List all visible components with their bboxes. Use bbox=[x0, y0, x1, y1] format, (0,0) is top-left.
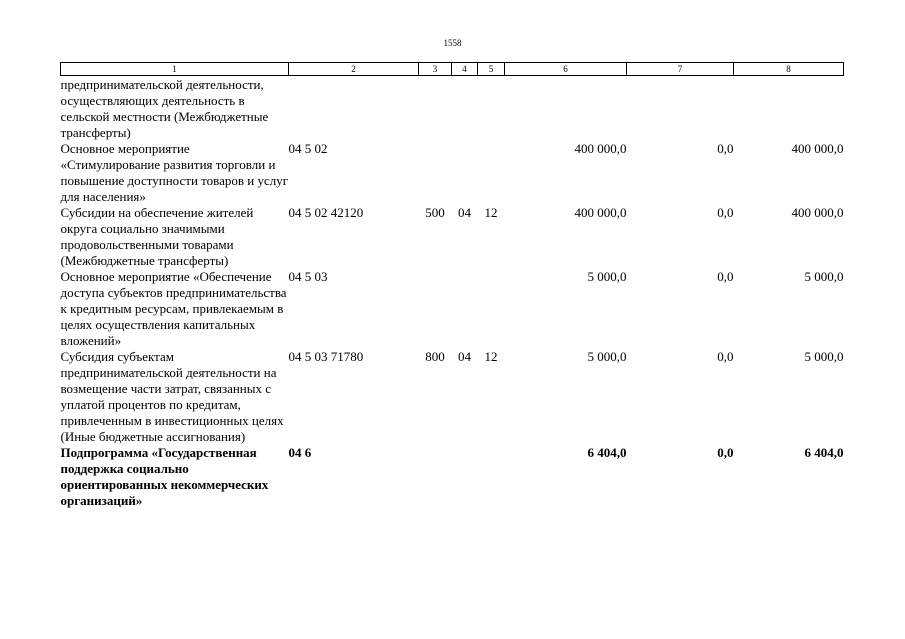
row-c5 bbox=[478, 76, 505, 142]
row-name: Субсидия субъектам предпринимательской деятельности на возмещение части затрат, связанных с уплатой процентов по кредитам, привлеченным в инвестиционных целях (Иные бюджетные ассигнования) bbox=[60, 349, 284, 444]
column-header: 7 bbox=[627, 63, 734, 76]
row-c3 bbox=[419, 76, 452, 142]
column-number-row bbox=[61, 63, 844, 76]
table-row bbox=[61, 269, 844, 349]
table-row bbox=[61, 205, 844, 269]
row-c4 bbox=[452, 76, 478, 142]
column-header: 6 bbox=[505, 63, 627, 76]
row-c4 bbox=[452, 445, 478, 509]
row-c5 bbox=[478, 141, 505, 205]
row-c7: 0,0 bbox=[717, 205, 734, 220]
row-c8: 5 000,0 bbox=[804, 269, 844, 284]
row-c4: 04 bbox=[458, 349, 471, 364]
column-header: 8 bbox=[734, 63, 844, 76]
row-c8: 400 000,0 bbox=[791, 141, 844, 156]
row-c5 bbox=[478, 269, 505, 349]
row-code bbox=[289, 76, 419, 142]
row-c6: 400 000,0 bbox=[574, 205, 627, 220]
row-c7: 0,0 bbox=[717, 349, 734, 364]
table-row bbox=[61, 76, 844, 142]
row-c6: 5 000,0 bbox=[587, 269, 627, 284]
budget-table bbox=[60, 62, 844, 509]
row-c8 bbox=[734, 76, 844, 142]
column-header: 5 bbox=[478, 63, 505, 76]
row-c5 bbox=[478, 445, 505, 509]
row-c3 bbox=[419, 445, 452, 509]
table-row bbox=[61, 141, 844, 205]
row-c3 bbox=[419, 141, 452, 205]
table-row bbox=[61, 349, 844, 445]
row-c4 bbox=[452, 141, 478, 205]
row-name: Субсидии на обеспечение жителей округа социально значимыми продовольственными товарами (Межбюджетные трансферты) bbox=[60, 205, 254, 268]
row-code: 04 5 03 bbox=[288, 269, 328, 284]
row-c4: 04 bbox=[458, 205, 471, 220]
row-c7: 0,0 bbox=[717, 445, 734, 460]
column-header: 1 bbox=[61, 63, 289, 76]
row-c4 bbox=[452, 269, 478, 349]
row-c7 bbox=[627, 76, 734, 142]
row-code: 04 5 02 42120 bbox=[288, 205, 364, 220]
column-header: 4 bbox=[452, 63, 478, 76]
row-name: предпринимательской деятельности, осуществляющих деятельность в сельской местности (Межбюджетные трансферты) bbox=[60, 77, 269, 140]
row-c6: 400 000,0 bbox=[574, 141, 627, 156]
row-c3: 800 bbox=[425, 349, 445, 364]
row-c8: 6 404,0 bbox=[804, 445, 844, 460]
row-c8: 5 000,0 bbox=[804, 349, 844, 364]
row-c5: 12 bbox=[484, 205, 498, 220]
page-number: 1558 bbox=[443, 38, 462, 48]
row-code: 04 6 bbox=[288, 445, 312, 460]
row-c3: 500 bbox=[425, 205, 445, 220]
row-code: 04 5 03 71780 bbox=[288, 349, 364, 364]
row-code: 04 5 02 bbox=[288, 141, 328, 156]
row-c8: 400 000,0 bbox=[791, 205, 844, 220]
row-name: Основное мероприятие «Обеспечение доступа субъектов предпринимательства к кредитным ресурсам, привлекаемым в целях осуществления капитальных вложений» bbox=[60, 269, 287, 348]
row-c6 bbox=[505, 76, 627, 142]
column-header: 3 bbox=[419, 63, 452, 76]
row-name: Основное мероприятие «Стимулирование развития торговли и повышение доступности товаров и услуг для населения» bbox=[60, 141, 289, 204]
row-c6: 5 000,0 bbox=[587, 349, 627, 364]
row-c5: 12 bbox=[484, 349, 498, 364]
row-c6: 6 404,0 bbox=[587, 445, 627, 460]
row-c7: 0,0 bbox=[717, 141, 734, 156]
column-header: 2 bbox=[289, 63, 419, 76]
row-c3 bbox=[419, 269, 452, 349]
row-name: Подпрограмма «Государственная поддержка социально ориентированных некоммерческих организаций» bbox=[60, 445, 269, 508]
row-c7: 0,0 bbox=[717, 269, 734, 284]
table-row-subprogram bbox=[61, 445, 844, 509]
